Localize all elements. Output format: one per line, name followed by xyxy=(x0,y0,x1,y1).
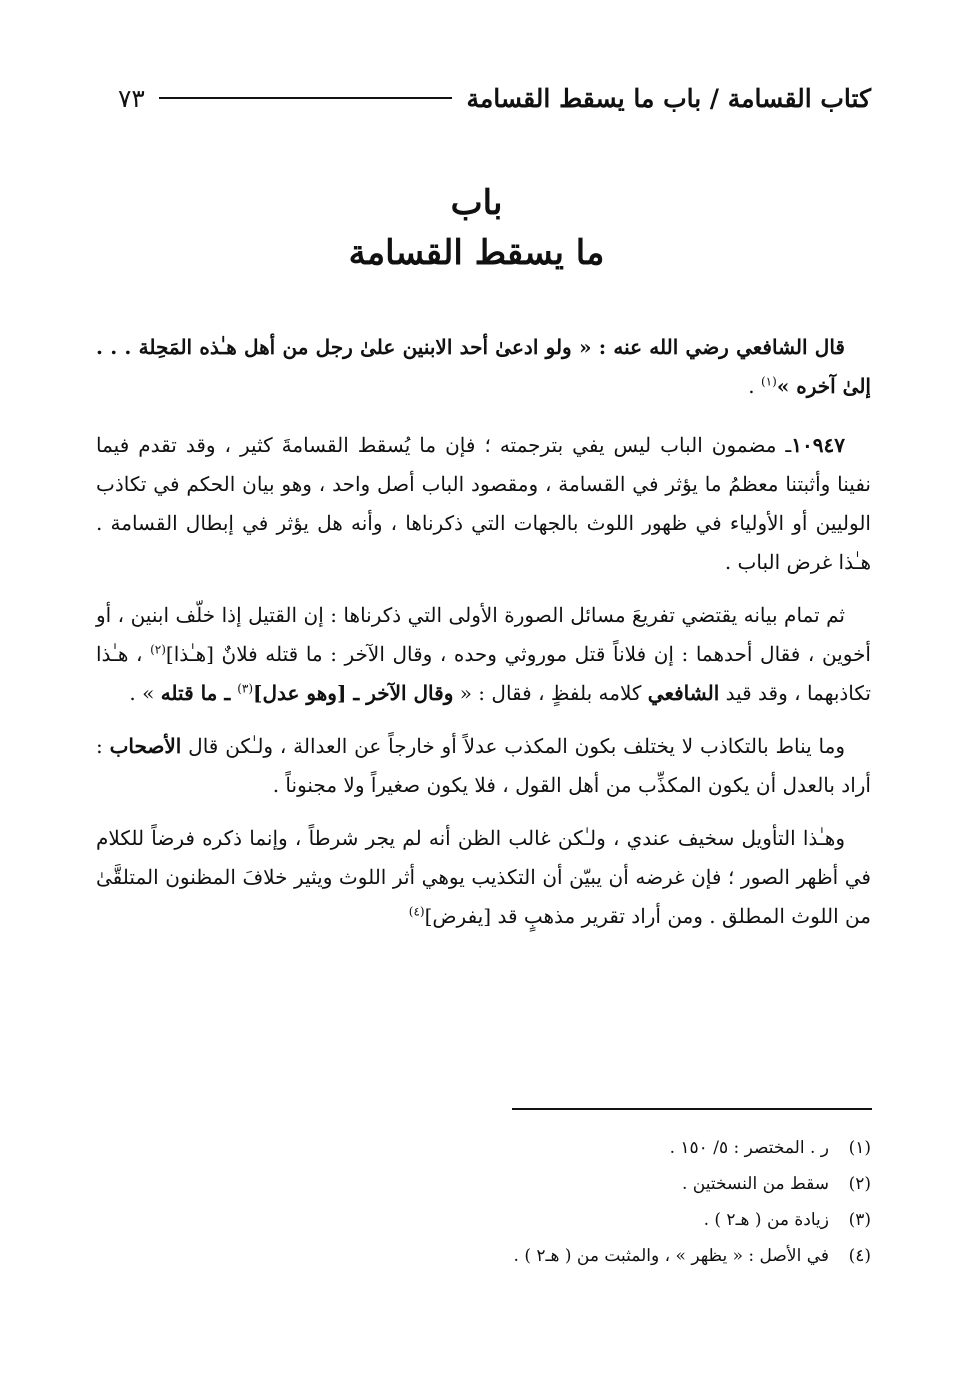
footnote-ref-2: (٢) xyxy=(150,642,166,657)
footnote-ref-4: (٤) xyxy=(408,904,425,919)
footnote-text: سقط من النسختين . xyxy=(681,1174,829,1194)
p3-quote: وقال الآخر ـ [وهو عدل] xyxy=(253,681,454,705)
paragraph-2 xyxy=(96,426,871,582)
p4-part-b: : أراد بالعدل أن يكون المكذِّب من أهل القول ، فلا يكون صغيراً ولا مجنوناً . xyxy=(96,734,871,797)
footnote-number: (٢) xyxy=(848,1174,871,1194)
p3-part-c: كلامه بلفظٍ ، فقال : « xyxy=(453,681,648,705)
chapter-heading-line2: ما يسقط القسامة xyxy=(348,233,605,273)
paragraph-3 xyxy=(96,596,871,713)
p2-text: ـ مضمون الباب ليس يفي بترجمته ؛ فإن ما يُسقط القسامةَ كثير ، وقد تقدم فيما نفينا وأثبتنا معظمُ ما يؤثر في القسامة ، ومقصود الباب أصل واحد ، وهو بيان الحكم في تكاذب الوليين أو الأولياء في ظهور اللوث بالجهات التي ذكرناها ، وأنه هل يؤثر في إبطال القسامة . هـٰذا غرض الباب . xyxy=(96,433,871,574)
issue-number: ١٠٩٤٧ xyxy=(791,433,845,457)
p3-end: » . xyxy=(129,681,161,705)
footnote-3 xyxy=(96,1202,871,1238)
body-text xyxy=(96,328,871,950)
paragraph-1 xyxy=(96,328,871,406)
header-rule xyxy=(159,97,453,99)
page-number: ٧٣ xyxy=(118,83,145,113)
footnote-number: (٣) xyxy=(848,1210,871,1230)
paragraph-5 xyxy=(96,819,871,936)
running-header xyxy=(118,80,871,116)
p1-text: رضي الله عنه : « ولو ادعىٰ أحد الابنين علىٰ رجل من أهل هـٰذه المَحِلة . . . إلىٰ آخره » xyxy=(96,335,871,398)
footnote-1 xyxy=(96,1130,871,1166)
p4-ashab: الأصحاب xyxy=(109,734,182,758)
p3-quote-2: ـ ما قتله xyxy=(160,681,238,705)
chapter-heading-line1: باب xyxy=(450,183,503,223)
footnote-number: (١) xyxy=(848,1138,871,1158)
p3-part-a: ثم تمام بيانه يقتضي تفريعَ مسائل الصورة الأولى التي ذكرناها : إن القتيل إذا خلّف ابنين ، أو أخوين ، فقال أحدهما : إن فلاناً قتل موروثي وحده ، وقال الآخر : ما قتله فلانٌ [هـٰذا] xyxy=(96,603,871,666)
footnotes xyxy=(96,1130,871,1274)
p1-lead: قال الشافعي xyxy=(736,335,845,359)
footnote-number: (٤) xyxy=(848,1246,871,1266)
footnote-text: في الأصل : « يظهر » ، والمثبت من ( هـ٢ ) . xyxy=(513,1246,829,1266)
p5-text: وهـٰذا التأويل سخيف عندي ، ولـٰكن غالب الظن أنه لم يجر شرطاً ، وإنما ذكره فرضاً للكلام في أظهر الصور ؛ فإن غرضه أن يبيّن أن التكذيب يوهي أثر اللوث ويثير خلافَ المظنون المتلقَّىٰ من اللوث المطلق . ومن أراد تقرير مذهبٍ قد [يفرض] xyxy=(96,826,871,928)
p4-part-a: وما يناط بالتكاذب لا يختلف بكون المكذب عدلاً أو خارجاً عن العدالة ، ولـٰكن قال xyxy=(181,734,845,758)
p3-part-b: ، هـٰذا تكاذبهما ، وقد قيد xyxy=(96,642,871,705)
footnote-4 xyxy=(96,1238,871,1274)
paragraph-4 xyxy=(96,727,871,805)
footnote-ref-1: (١) xyxy=(760,374,777,389)
header-title: كتاب القسامة / باب ما يسقط القسامة xyxy=(466,83,871,113)
footnote-separator xyxy=(512,1108,872,1110)
p3-shafii: الشافعي xyxy=(647,681,720,705)
footnote-text: ر . المختصر : ٥/ ١٥٠ . xyxy=(669,1138,829,1158)
footnote-ref-3: (٣) xyxy=(237,681,254,696)
chapter-heading xyxy=(0,178,953,278)
footnote-text: زيادة من ( هـ٢ ) . xyxy=(703,1210,829,1230)
footnote-2 xyxy=(96,1166,871,1202)
p1-end: . xyxy=(748,374,761,398)
